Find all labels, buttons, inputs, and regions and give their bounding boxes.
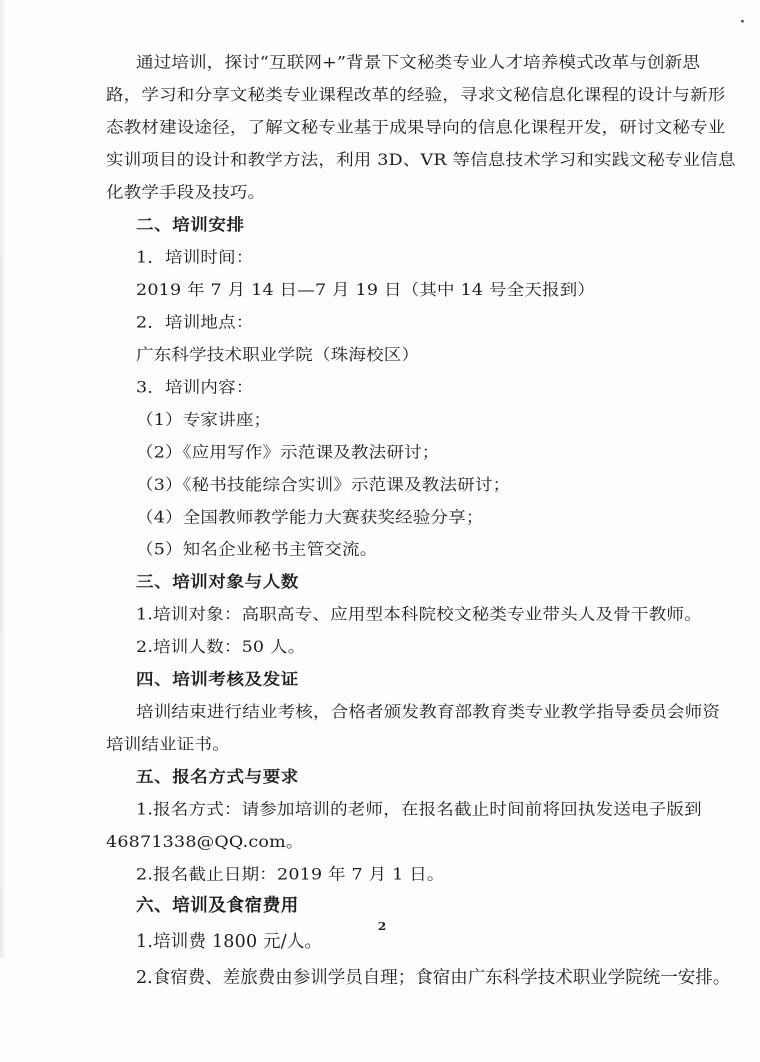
training-count: 2.培训人数：50 人。 <box>136 638 306 657</box>
scan-edge-shadow <box>0 0 6 958</box>
section-6-heading: 六、培训及食宿费用 <box>136 896 299 916</box>
training-target: 1.培训对象：高职高专、应用型本科院校文秘类专业带头人及骨干教师。 <box>136 606 702 625</box>
intro-line-4: 实训项目的设计和教学方法，利用 3D、VR 等信息技术学习和实践文秘专业信息 <box>106 151 736 170</box>
scan-speck <box>741 20 744 23</box>
assessment-line-2: 培训结业证书。 <box>106 736 230 755</box>
assessment-line-1: 培训结束进行结业考核，合格者颁发教育部教育类专业教学指导委员会师资 <box>136 703 721 722</box>
section-3-heading: 三、培训对象与人数 <box>136 573 299 592</box>
training-place-label: 2．培训地点： <box>136 313 254 332</box>
content-item-5: （5）知名企业秘书主管交流。 <box>136 541 378 560</box>
intro-line-2: 路，学习和分享文秘类专业课程改革的经验，寻求文秘信息化课程的设计与新形 <box>106 86 726 105</box>
lodging-note: 2.食宿费、差旅费由参训学员自理；食宿由广东科学技术职业学院统一安排。 <box>136 968 731 988</box>
training-time-label: 1．培训时间： <box>136 248 254 267</box>
training-content-label: 3．培训内容： <box>136 378 254 397</box>
content-item-3: （3）《秘书技能综合实训》示范课及教法研讨； <box>136 476 511 495</box>
section-2-heading: 二、培训安排 <box>136 216 245 235</box>
content-item-1: （1）专家讲座； <box>136 411 272 430</box>
content-item-4: （4）全国教师教学能力大赛获奖经验分享； <box>136 508 484 527</box>
section-4-heading: 四、培训考核及发证 <box>136 671 299 690</box>
registration-email: 46871338@QQ.com。 <box>106 833 304 852</box>
training-place-value: 广东科学技术职业学院（珠海校区） <box>136 346 420 365</box>
section-5-heading: 五、报名方式与要求 <box>136 768 299 787</box>
content-item-2: （2）《应用写作》示范课及教法研讨； <box>136 443 440 462</box>
training-fee: 1.培训费 1800 元/人。 <box>136 932 323 952</box>
training-time-value: 2019 年 7 月 14 日—7 月 19 日（其中 14 号全天报到） <box>136 281 596 300</box>
intro-line-1: 通过培训，探讨“互联网+”背景下文秘类专业人才培养模式改革与创新思 <box>136 54 701 73</box>
page-number: 2 <box>377 920 387 933</box>
registration-method-line-1: 1.报名方式：请参加培训的老师，在报名截止时间前将回执发送电子版到 <box>136 800 702 820</box>
intro-line-3: 态教材建设途径，了解文秘专业基于成果导向的信息化课程开发，研讨文秘专业 <box>106 119 726 138</box>
intro-line-5: 化教学手段及技巧。 <box>106 184 266 203</box>
registration-deadline: 2.报名截止日期：2019 年 7 月 1 日。 <box>136 865 445 884</box>
